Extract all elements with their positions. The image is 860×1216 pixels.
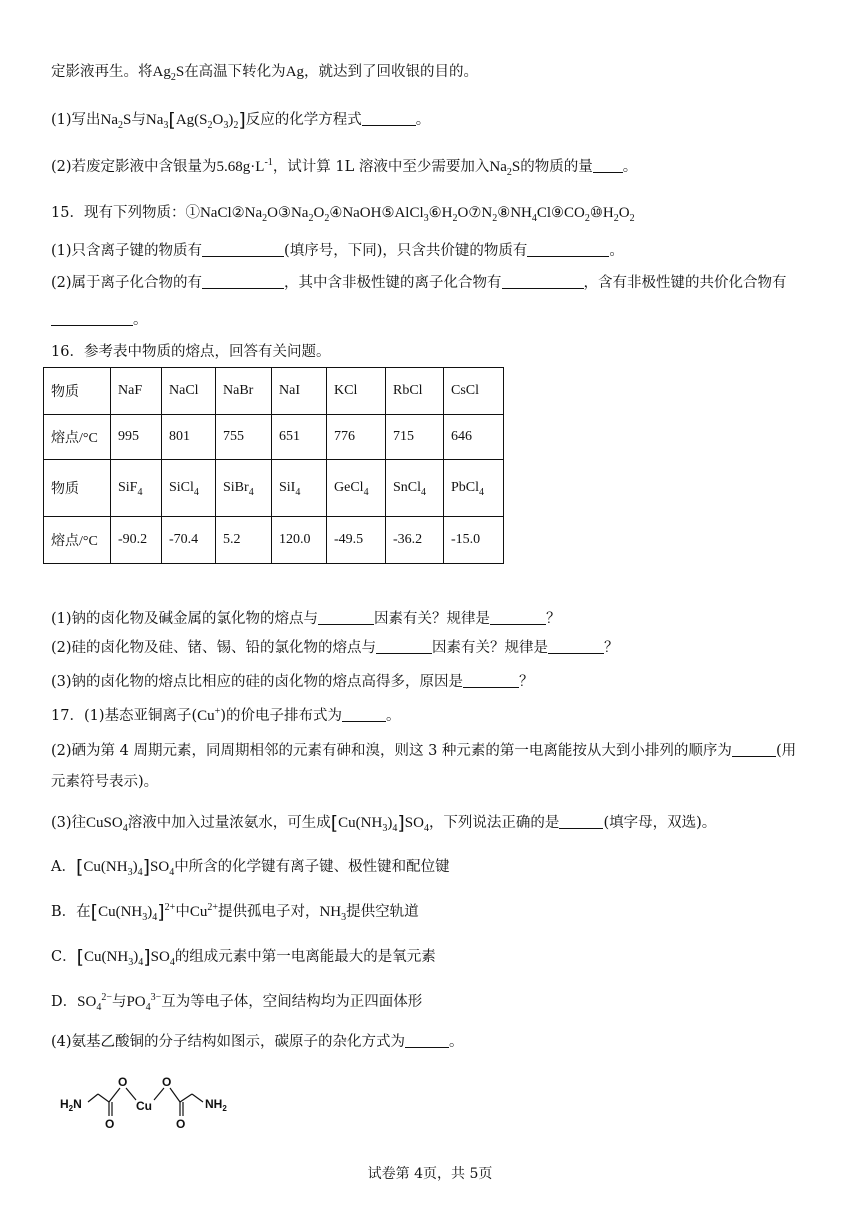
formula-cuso4: CuSO$_4$ xyxy=(86,815,128,834)
table-cell: SiF$_4$ xyxy=(111,460,162,517)
answer-blank[interactable] xyxy=(318,610,374,625)
table-row xyxy=(44,517,504,564)
table-cell: 755 xyxy=(216,415,272,460)
q15-header: 15．现有下列物质：$①NaCl②Na_2O③Na_2O_2④NaOH⑤AlCl_3⑥H_2O⑦N_2⑧NH_4Cl⑨CO_2⑩H_2O_2$ xyxy=(51,205,635,224)
table-cell: 995 xyxy=(111,415,162,460)
glycinate-copper-structure xyxy=(56,1068,256,1132)
q14-part1: (1)写出$Na_2S$与$Na_3[Ag(S_2O_3)_2]$反应的化学方程式 。 xyxy=(51,109,431,131)
answer-blank[interactable] xyxy=(527,242,609,257)
q16-part1: (1)钠的卤化物及碱金属的氯化物的熔点与 因素有关？规律是 ？ xyxy=(51,611,561,627)
oxygen-atom: O xyxy=(176,1117,186,1131)
table-cell: RbCl xyxy=(386,368,444,415)
page-footer: 试卷第 4页，共 5页 xyxy=(367,1166,493,1182)
answer-blank[interactable] xyxy=(490,610,546,625)
table-cell: PbCl$_4$ xyxy=(444,460,504,517)
answer-blank[interactable] xyxy=(559,814,603,829)
answer-blank[interactable] xyxy=(202,274,284,289)
q17-part2: (2)硒为第 4 周期元素，同周期相邻的元素有砷和溴，则这 3 种元素的第一电离能按从大到小排列的顺序为 (用 xyxy=(51,743,797,759)
q17-part2-cont: 元素符号表示)。 xyxy=(51,774,159,790)
text-line-regen: 定影液再生。将$Ag_2S$在高温下转化为Ag，就达到了回收银的目的。 xyxy=(51,64,479,83)
table-cell: CsCl xyxy=(444,368,504,415)
answer-blank[interactable] xyxy=(51,311,133,326)
formula-na2s: $Na_2S$ xyxy=(489,159,521,178)
formula-ag: Ag xyxy=(285,64,305,80)
option-a[interactable]: A．$[Cu(NH_3)_4]SO_4$中所含的化学键有离子键、极性键和配位键 xyxy=(51,856,450,878)
table-cell: 物质 xyxy=(44,368,111,415)
answer-blank[interactable] xyxy=(202,242,284,257)
table-cell: -36.2 xyxy=(386,517,444,564)
table-cell: -70.4 xyxy=(162,517,216,564)
formula-ag2s: $Ag_2S$ xyxy=(152,64,185,83)
table-cell: -15.0 xyxy=(444,517,504,564)
q15-part1: (1)只含离子键的物质有 (填序号，下同)，只含共价键的物质有 。 xyxy=(51,243,624,259)
q16-part3: (3)钠的卤化物的熔点比相应的硅的卤化物的熔点高得多，原因是 ？ xyxy=(51,674,534,690)
option-b[interactable]: B．在$[Cu(NH_3)_4]^{2+}$中$Cu^{2+}$提供孤电子对，$NH_3$提供空轨道 xyxy=(51,901,419,923)
q15-part2-cont: 。 xyxy=(51,310,148,330)
table-cell: 776 xyxy=(327,415,386,460)
copper-atom: Cu xyxy=(136,1099,152,1113)
table-cell: NaCl xyxy=(162,368,216,415)
table-cell: 熔点/°C xyxy=(44,517,111,564)
table-cell: SiCl$_4$ xyxy=(162,460,216,517)
table-cell: 物质 xyxy=(44,460,111,517)
option-c[interactable]: C．$[Cu(NH_3)_4]SO_4$的组成元素中第一电离能最大的是氧元素 xyxy=(51,946,436,968)
answer-blank[interactable] xyxy=(593,158,623,173)
table-cell: SiI$_4$ xyxy=(272,460,327,517)
oxygen-atom: O xyxy=(162,1075,172,1089)
table-cell: NaF xyxy=(111,368,162,415)
formula-cu-plus: Cu+ xyxy=(197,706,221,724)
table-cell: SnCl$_4$ xyxy=(386,460,444,517)
table-cell: SiBr$_4$ xyxy=(216,460,272,517)
table-row xyxy=(44,415,504,460)
q15-part2: (2)属于离子化合物的有 ，其中含非极性键的离子化合物有 ，含有非极性键的共价化合物有 xyxy=(51,275,787,291)
q16-header: 16．参考表中物质的熔点，回答有关问题。 xyxy=(51,344,331,360)
oxygen-atom: O xyxy=(105,1117,115,1131)
q14-part2: (2)若废定影液中含银量为$5.68g\cdot L^{-1}$，试计算 1L 溶液中至少需要加入$Na_2S$的物质的量 。 xyxy=(51,157,638,178)
answer-blank[interactable] xyxy=(405,1033,449,1048)
amine-group-right: $NH_2$ xyxy=(205,1097,227,1113)
answer-blank[interactable] xyxy=(342,707,386,722)
table-cell: 715 xyxy=(386,415,444,460)
option-d[interactable]: D．$SO_4^{2-}$与$PO_4^{3-}$互为等电子体，空间结构均为正四面体形 xyxy=(51,992,423,1013)
table-cell: NaI xyxy=(272,368,327,415)
formula-na3-ag-s2o3: $Na_3[Ag(S_2O_3)_2]$ xyxy=(145,109,246,131)
answer-blank[interactable] xyxy=(463,673,519,688)
q17-part4: (4)氨基乙酸铜的分子结构如图示，碳原子的杂化方式为 。 xyxy=(51,1034,464,1050)
answer-blank[interactable] xyxy=(362,111,416,126)
formula-complex: $[Cu(NH_3)_4]SO_4$ xyxy=(330,812,429,834)
table-cell: 646 xyxy=(444,415,504,460)
table-row xyxy=(44,460,504,517)
formula-na2s: $Na_2S$ xyxy=(100,112,132,131)
table-cell: 熔点/°C xyxy=(44,415,111,460)
table-cell: KCl xyxy=(327,368,386,415)
amine-group-left: $H_2N$ xyxy=(60,1097,82,1113)
table-cell: 801 xyxy=(162,415,216,460)
q17-part1: 17．(1)基态亚铜离子(Cu+)的价电子排布式为 。 xyxy=(51,706,401,724)
silver-content-value: $5.68g\cdot L^{-1}$ xyxy=(216,157,273,175)
table-cell: 5.2 xyxy=(216,517,272,564)
table-row xyxy=(44,368,504,415)
melting-point-table xyxy=(43,367,504,564)
answer-blank[interactable] xyxy=(732,742,776,757)
answer-blank[interactable] xyxy=(502,274,584,289)
table-cell: 651 xyxy=(272,415,327,460)
q17-part3: (3)往CuSO$_4$溶液中加入过量浓氨水，可生成$[Cu(NH_3)_4]SO_4$，下列说法正确的是 (填字母，双选)。 xyxy=(51,812,717,834)
oxygen-atom: O xyxy=(118,1075,128,1089)
table-cell: 120.0 xyxy=(272,517,327,564)
q16-part2: (2)硅的卤化物及硅、锗、锡、铅的氯化物的熔点与 因素有关？规律是 ？ xyxy=(51,640,619,656)
table-cell: NaBr xyxy=(216,368,272,415)
table-cell: -49.5 xyxy=(327,517,386,564)
answer-blank[interactable] xyxy=(548,639,604,654)
answer-blank[interactable] xyxy=(376,639,432,654)
table-cell: -90.2 xyxy=(111,517,162,564)
table-cell: GeCl$_4$ xyxy=(327,460,386,517)
